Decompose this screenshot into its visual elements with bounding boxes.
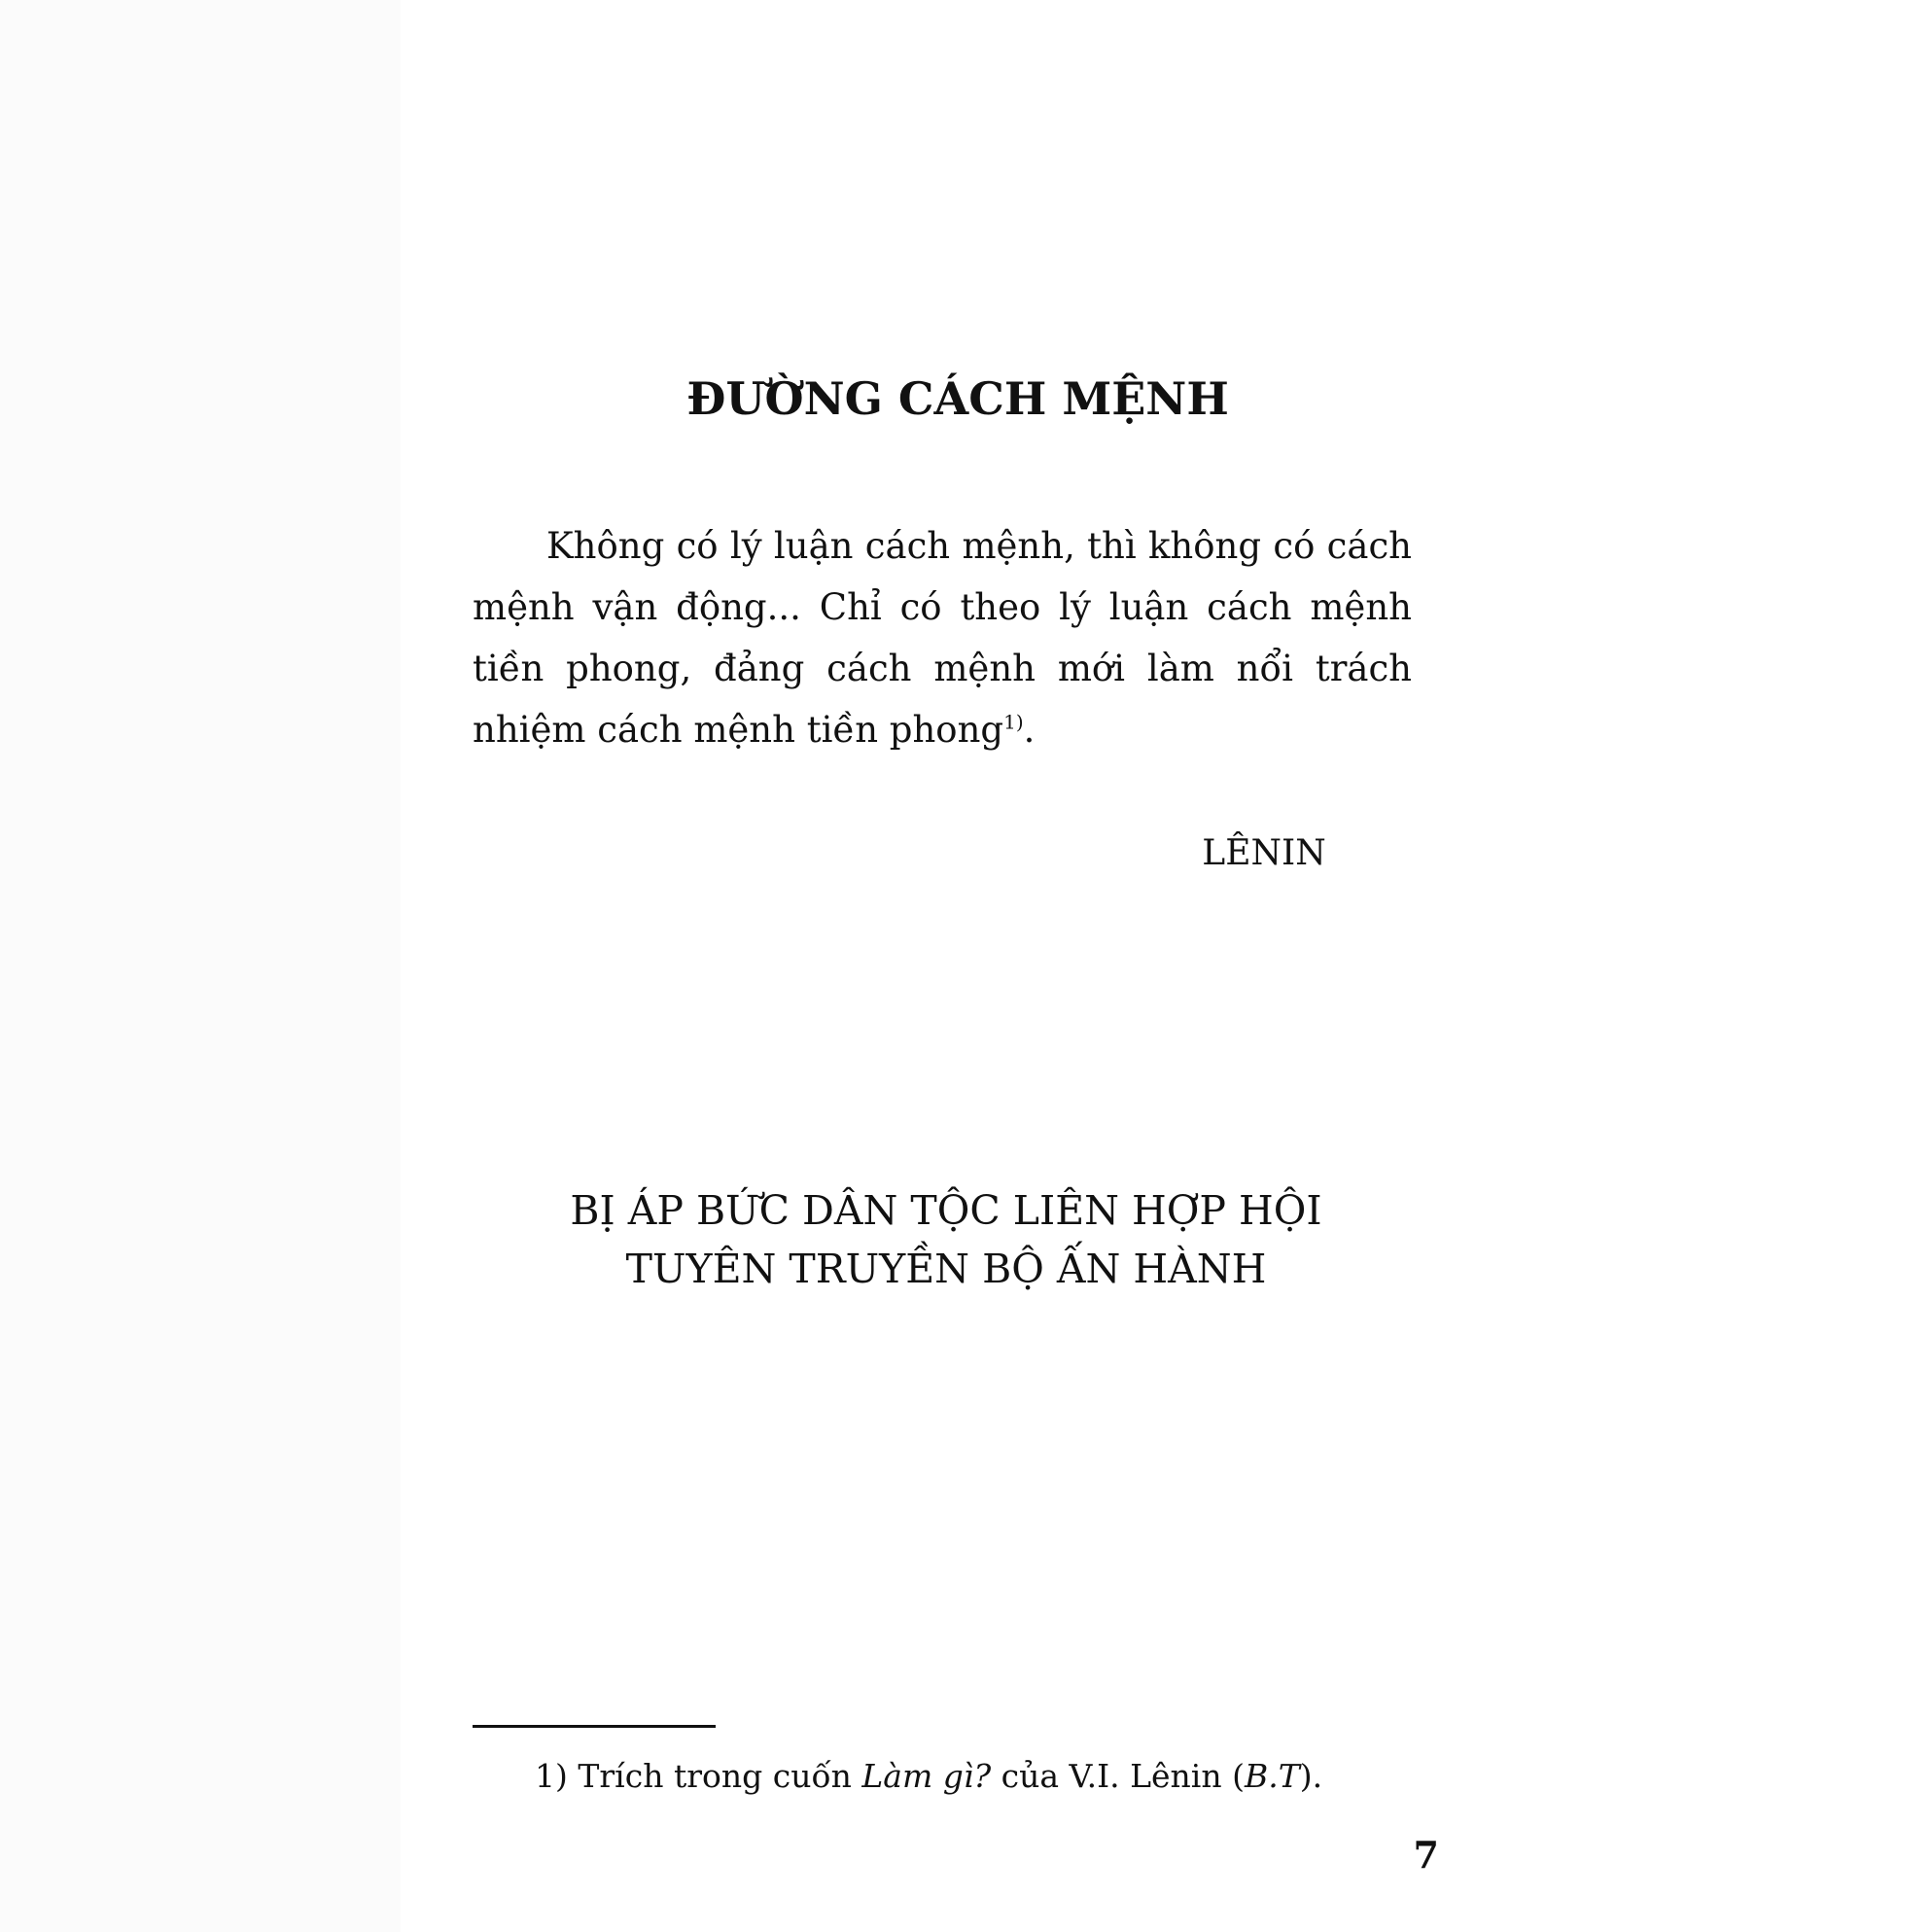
footnote-text-before: Trích trong cuốn [578, 1757, 852, 1795]
publisher-block [0, 1181, 1892, 1298]
footnote-reference[interactable]: 1) [1003, 710, 1024, 734]
footnote-text-end: ). [1299, 1757, 1323, 1795]
footnote [535, 1750, 1410, 1803]
publisher-line-1: BỊ ÁP BỨC DÂN TỘC LIÊN HỢP HỘI [570, 1187, 1322, 1234]
epigraph-author: LÊNIN [1202, 833, 1326, 873]
page-number: 7 [1413, 1833, 1439, 1877]
footnote-text-middle: của V.I. Lênin ( [1001, 1757, 1245, 1795]
footnote-divider [473, 1725, 716, 1728]
page-title: ĐƯỜNG CÁCH MỆNH [686, 372, 1229, 425]
footnote-number: 1) [535, 1757, 568, 1795]
epigraph-end-punctuation: . [1023, 709, 1036, 751]
page-gutter-shade [0, 0, 401, 1932]
publisher-line-2: TUYÊN TRUYỀN BỘ ẤN HÀNH [625, 1246, 1267, 1292]
footnote-book-title: Làm gì? [861, 1757, 992, 1795]
book-page [401, 0, 1932, 1932]
footnote-editor-mark: B.T [1244, 1757, 1300, 1795]
epigraph-quote [473, 515, 1412, 760]
epigraph-text: Không có lý luận cách mệnh, thì không có cách mệnh vận động... Chỉ có theo lý luận cách mệnh tiền phong, đảng cách mệnh mới làm nổi trách nhiệm cách mệnh tiền phong [473, 525, 1412, 751]
